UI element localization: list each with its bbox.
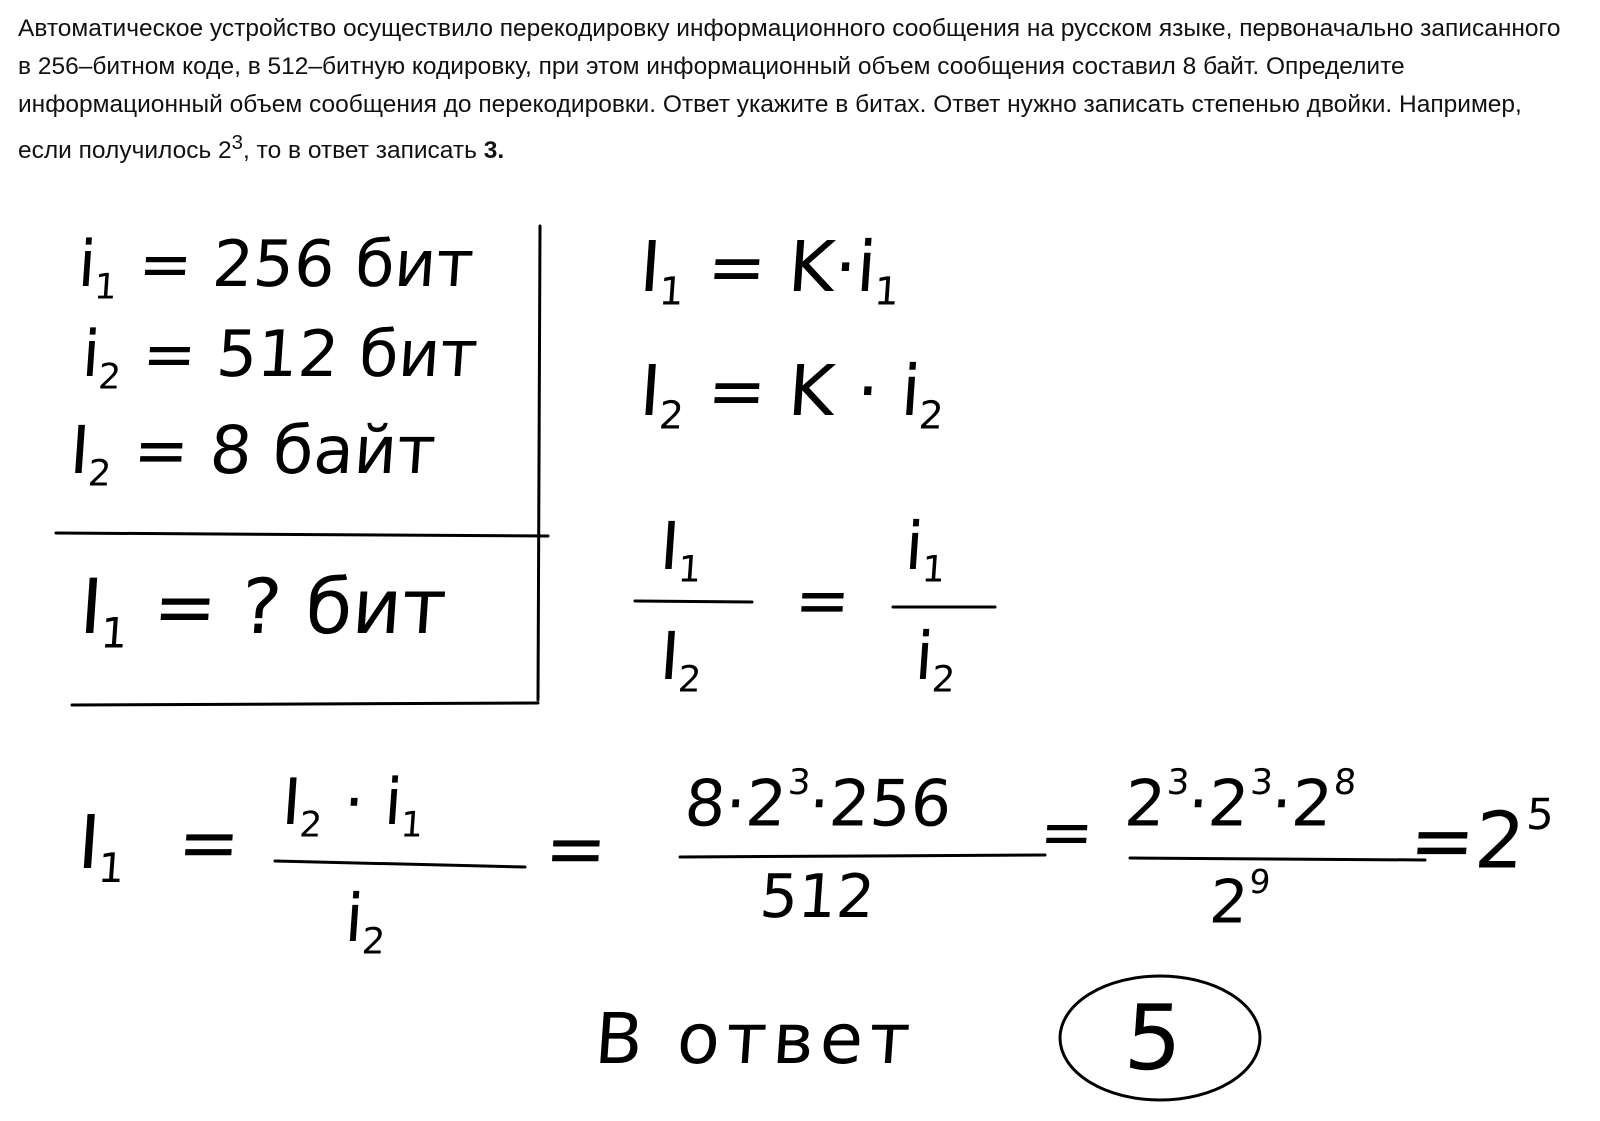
solution-lhs-sub: 1: [96, 844, 126, 893]
answer-value: 5: [1121, 986, 1186, 1091]
ratio-right-denominator: [912, 618, 959, 701]
solution-result: [1407, 790, 1556, 887]
solution-eq3: =: [1037, 796, 1097, 870]
problem-answer-example: 3.: [483, 137, 505, 165]
given-i1-symbol: i: [75, 228, 99, 302]
solution-frac2-num: 8·2: [682, 767, 790, 842]
ratio-right-denominator-symbol: i: [912, 618, 937, 695]
ratio-left-denominator-symbol: I: [657, 618, 683, 695]
ratio-right-numerator-symbol: i: [902, 508, 927, 585]
ratio-left-denominator: [657, 618, 705, 701]
solution-frac3-denominator: [1207, 862, 1271, 938]
formula-2: [637, 350, 948, 438]
given-vertical-line: [538, 226, 540, 700]
formula-1-rhs-sub: 1: [872, 269, 901, 315]
formula-1-lhs: I: [637, 226, 664, 308]
ratio-left-bar: [635, 601, 752, 602]
ratio-right-numerator: [902, 508, 949, 591]
solution-frac1-den-sub: 2: [360, 919, 387, 963]
answer-label: В ответ: [592, 998, 919, 1080]
solution-frac3-den: 2: [1207, 867, 1251, 938]
solution-eq1: =: [174, 800, 244, 886]
solution-frac1-numerator: [279, 766, 427, 845]
solution-frac3-num-a-sup: 3: [1165, 762, 1191, 803]
find-underline: [72, 703, 538, 705]
solution-frac1-den-symbol: i: [342, 880, 367, 957]
solution-frac1-bar: [275, 861, 525, 867]
find-I1-value: = ? бит: [150, 562, 450, 651]
solution-lhs-symbol: I: [75, 800, 104, 886]
solution-frac1-num-a-sub: 2: [298, 804, 324, 846]
find-I1-symbol: I: [77, 562, 106, 651]
formula-2-rhs-sub: 2: [917, 393, 945, 439]
find-I1-subscript: 1: [99, 608, 130, 658]
solution-frac1-num-b: · i: [341, 766, 405, 840]
given-I2: [67, 412, 438, 495]
solution-frac1-num-a: I: [279, 766, 304, 840]
solution-frac2-denominator: 512: [757, 862, 877, 932]
solution-result-base: =2: [1406, 796, 1528, 887]
formula-1-lhs-sub: 1: [657, 269, 686, 315]
formula-1: [637, 226, 904, 314]
solution-frac3-num-b: ·2: [1185, 767, 1252, 842]
formula-2-rhs: = K · i: [704, 350, 924, 432]
given-I2-value: = 8 байт: [131, 412, 439, 489]
problem-text-2: , то в ответ записать: [243, 137, 484, 165]
formula-2-lhs: I: [637, 350, 664, 432]
ratio-left-numerator: [657, 508, 705, 591]
solution-frac3-num-c-sup: 8: [1332, 762, 1358, 803]
given-i2: [79, 318, 480, 397]
problem-sup: 3: [231, 132, 244, 154]
given-I2-symbol: I: [67, 412, 93, 489]
solution-frac3-den-sup: 9: [1248, 862, 1272, 901]
given-i1-subscript: 1: [93, 266, 119, 308]
solution-frac2-num-sup: 3: [786, 762, 812, 803]
given-separator-line: [56, 533, 548, 536]
ratio-equals: =: [792, 562, 854, 639]
given-i2-subscript: 2: [97, 356, 123, 398]
find-I1: [77, 562, 450, 658]
solution-frac3-num-b-sup: 3: [1249, 762, 1275, 803]
ratio-right-denominator-sub: 2: [930, 657, 957, 701]
solution-frac2-bar: [680, 855, 1045, 857]
given-i2-value: = 512 бит: [140, 318, 481, 392]
given-i1-value: = 256 бит: [136, 228, 477, 302]
ratio-left-numerator-symbol: I: [657, 508, 683, 585]
problem-text: Автоматическое устройство осуществило перекодировку информационного сообщения на русском языке, первоначально записанного в 256–битном коде, в 512–битную кодировку, при этом информационный объем сообщения составил 8 байт. Определите информационный объем сообщения до перекодировки. Ответ укажите в битах. Ответ нужно записать степенью двойки. Например, если получилось 2: [18, 15, 1561, 165]
formula-1-rhs: = K·i: [704, 226, 880, 308]
solution-frac2-num-tail: ·256: [806, 767, 955, 842]
solution-eq2: =: [541, 806, 611, 892]
ratio-left-numerator-sub: 1: [676, 547, 703, 591]
solution-frac3-bar: [1130, 858, 1425, 860]
solution-lhs: [75, 800, 129, 892]
solution-frac3-numerator: [1122, 762, 1358, 842]
given-i1: [75, 228, 476, 307]
solution-frac3-num-a: 2: [1122, 767, 1169, 842]
ratio-right-numerator-sub: 1: [920, 547, 947, 591]
ratio-left-denominator-sub: 2: [676, 657, 703, 701]
given-I2-subscript: 2: [86, 451, 113, 495]
solution-result-sup: 5: [1524, 790, 1556, 840]
solution-frac1-num-b-sub: 1: [399, 804, 425, 846]
formula-2-lhs-sub: 2: [657, 393, 686, 439]
given-i2-symbol: i: [79, 318, 103, 392]
solution-frac2-numerator: [682, 762, 954, 842]
solution-frac3-num-c: ·2: [1268, 767, 1336, 842]
solution-frac1-denominator: [342, 880, 389, 963]
